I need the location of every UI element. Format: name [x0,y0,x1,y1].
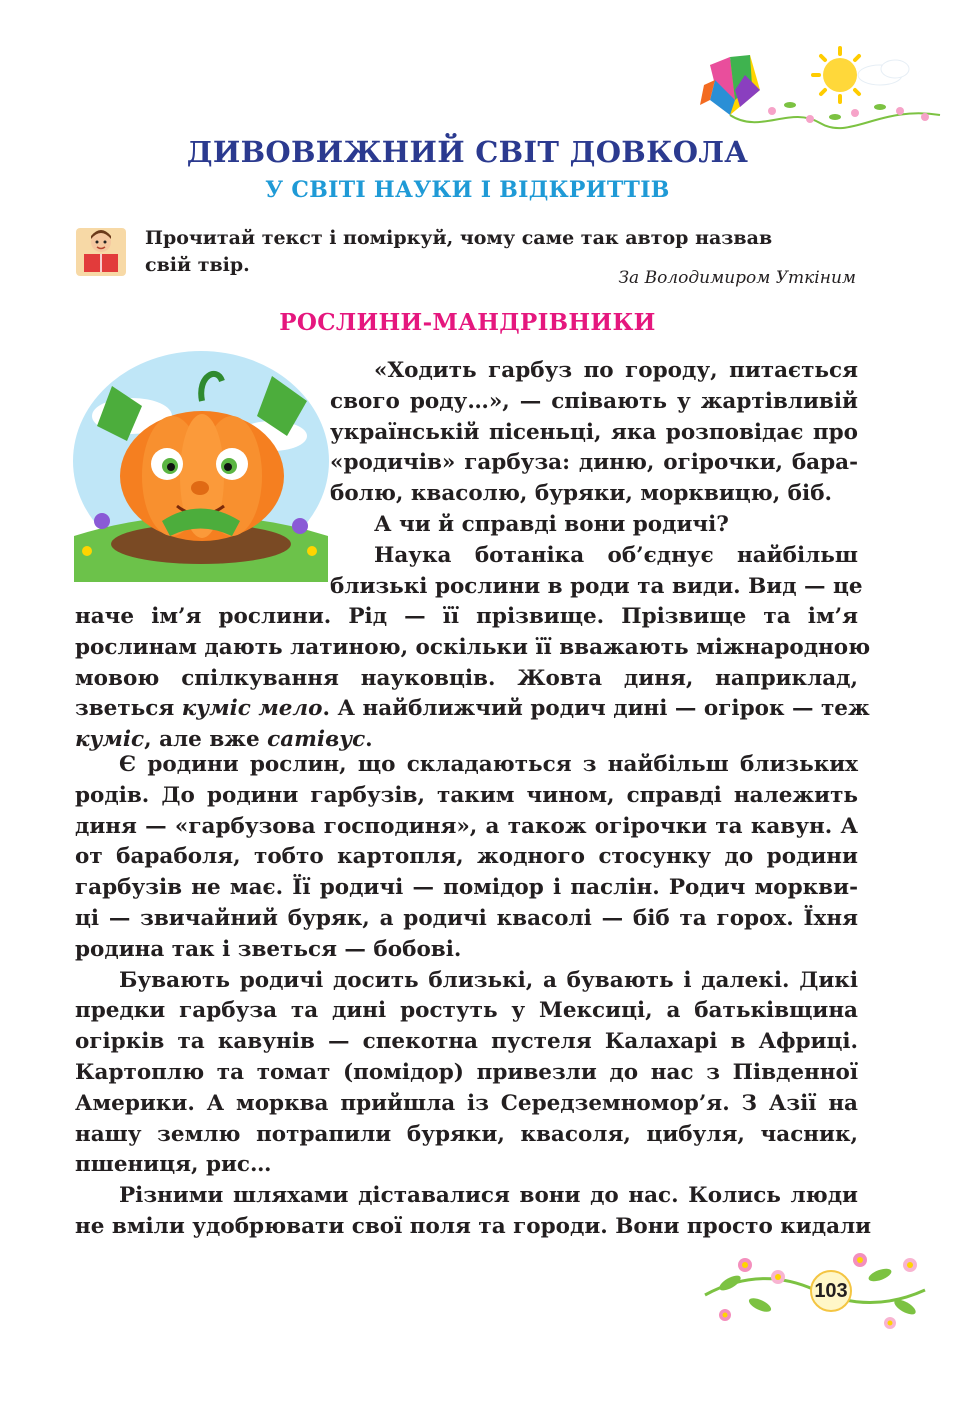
chapter-title: ДИВОВИЖНИЙ СВІТ ДОВКОЛА [186,135,749,169]
text-line: зветься куміс мело. А найближчий родич дині — огірок — теж [75,696,870,722]
flower-icon [738,1258,752,1272]
author-credit: За Володимиром Уткіним [618,268,856,288]
flower-icon [771,1270,785,1284]
text-line: не вміли удобрювати свої поля та городи. Вони просто кидали [75,1213,872,1239]
kite-icon [700,55,760,115]
kite-and-sun-decoration [690,45,950,140]
story-title: РОСЛИНИ-МАНДРІВНИКИ [279,309,656,336]
reading-child-icon [74,224,128,278]
text-line: Бувають родичі досить близькі, а бувають і далекі. Дикі [119,967,858,993]
text-line: А чи й справді вони родичі? [374,511,729,537]
flower-icon [903,1258,917,1272]
text-line: мовою спілкування науковців. Жовта диня, наприклад, [75,665,858,691]
text-line: от бараболя, тобто картопля, жодного стосунку до родини [75,844,858,870]
text-line: предки гарбуза та дині ростуть у Мексиці, а батьківщина [75,998,858,1024]
text-line: пшениця, рис… [75,1152,272,1178]
text-line: родина так і зветься — бобові. [75,936,462,962]
body-paragraph [75,602,871,756]
text-line: близькі рослини в роди та види. Вид — це [330,573,863,599]
smiling-pumpkin-illustration [72,346,330,582]
text-line: родів. До родини гарбузів, таким чином, справді належить [75,782,858,808]
latin-term: сатівус [267,727,366,753]
page-number: 103 [810,1270,852,1312]
text-line: свого роду…», — співають у жартівливій [330,388,858,414]
text-line: диня — «гарбузова господиня», а також огірочки та кавун. А [75,813,858,839]
latin-term: куміс [75,727,145,753]
text-line: «Ходить гарбуз по городу, питається [374,358,858,383]
text-line: огірків та кавунів — спекотна пустеля Калахарі в Африці. [75,1029,858,1055]
section-subtitle: У СВІТІ НАУКИ І ВІДКРИТТІВ [265,177,670,203]
flower-icon [884,1317,896,1329]
text-line: нашу землю потрапили буряки, квасоля, цибуля, часник, [75,1121,858,1147]
text-line: болю, квасолю, буряки, морквицю, біб. [330,481,833,507]
text-line: гарбузів не має. Її родичі — помідор і паслін. Родич моркви- [75,875,858,901]
flower-icon [719,1309,731,1321]
flower-icon [853,1253,867,1267]
text-line: Різними шляхами діставалися вони до нас. Колись люди [119,1183,858,1209]
text-line: Америки. А морква прийшла із Середземномор’я. З Азії на [75,1090,858,1116]
text-line: наче ім’я рослини. Рід — її прізвище. Прізвище та ім’я [75,604,858,629]
task-line: Прочитай текст і поміркуй, чому саме так автор назвав [145,227,773,249]
body-paragraph [75,750,872,1243]
intro-paragraph [330,356,863,602]
text-line: Наука ботаніка об’єднує найбільш [374,542,858,568]
text-line: Є родини рослин, що складаються з найбільш близьких [119,752,858,777]
task-line: свій твір. [145,254,250,276]
text-line: «родичів» гарбуза: диню, огірочки, бара- [330,450,858,476]
text-line: ці — звичайний буряк, а родичі квасолі — біб та горох. Їхня [75,905,858,931]
text-line: рослинам дають латиною, оскільки її вважають міжнародною [75,634,871,660]
latin-term: куміс мело [181,696,323,722]
text-line: Картоплю та томат (помідор) привезли до нас з Південної [75,1059,858,1085]
text-line: українській пісеньці, яка розповідає про [330,419,858,445]
text-line: куміс, але вже сатівус. [75,727,373,753]
